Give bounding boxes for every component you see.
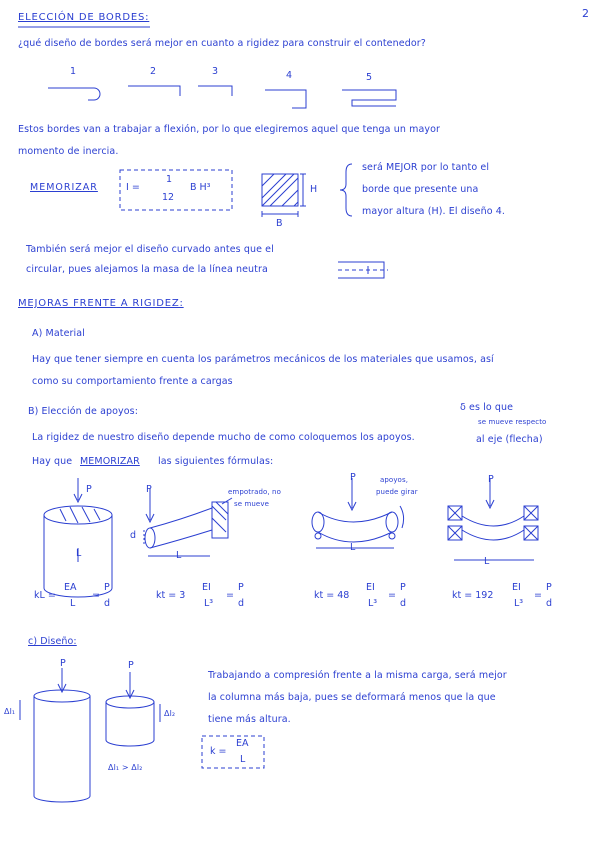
diseno-line-2: la columna más baja, pues se deformará menos que la que [208, 692, 496, 703]
apoyos-line-2-b: las siguientes fórmulas: [158, 456, 274, 467]
fig4-load: P [488, 474, 494, 485]
k-lhs: k = [210, 746, 227, 757]
k2-p: P [238, 582, 244, 593]
fig2-load: P [146, 484, 152, 495]
border-profile-5 [342, 90, 396, 106]
fig2-deflection: d [130, 530, 137, 541]
delta-l1: Δl₁ [4, 707, 16, 716]
k3-eq: = [388, 590, 396, 601]
inertia-denominator: 12 [162, 192, 175, 203]
inertia-numerator: 1 [166, 174, 173, 185]
k3-den: L³ [368, 598, 378, 609]
k4-eq: = [534, 590, 542, 601]
diseno-line-1: Trabajando a compresión frente a la misma carga, será mejor [208, 670, 507, 681]
hatched-section [262, 174, 306, 217]
material-line-1: Hay que tener siempre en cuenta los parámetros mecánicos de los materiales que usamos, así [32, 354, 494, 365]
border-number-3: 3 [212, 66, 219, 77]
fig-tall-column [20, 668, 90, 802]
k-den: L [240, 754, 246, 765]
k1-num: EA [64, 582, 77, 593]
k-num: EA [236, 738, 249, 749]
k4-p: P [546, 582, 552, 593]
apoyos-line-2-a: Hay que [32, 456, 73, 467]
k2-d: d [238, 598, 245, 609]
border-profile-2 [128, 86, 180, 96]
k4-lhs: kt = 192 [452, 590, 494, 601]
fig3-length: L [350, 542, 356, 553]
tall-column-load: P [60, 658, 66, 669]
delta-note-1: δ es lo que [460, 402, 514, 413]
border-number-1: 1 [70, 66, 77, 77]
delta-l2: Δl₂ [164, 709, 176, 718]
delta-compare: Δl₁ > Δl₂ [108, 763, 143, 772]
k3-p: P [400, 582, 406, 593]
k1-den: L [70, 598, 76, 609]
section-title-mejoras: MEJORAS FRENTE A RIGIDEZ: [18, 298, 184, 309]
inertia-rest: B H³ [190, 182, 211, 193]
diseno-line-3: tiene más altura. [208, 714, 291, 725]
note-line-3: mayor altura (H). El diseño 4. [362, 206, 506, 217]
border-profile-4 [265, 90, 306, 108]
note-line-2: borde que presente una [362, 184, 479, 195]
border-profile-1 [48, 88, 100, 100]
neutral-line-sketch [338, 262, 388, 278]
border-profile-3 [198, 86, 232, 96]
fig3-note-1: apoyos, [380, 476, 409, 484]
explanation-line-2: momento de inercia. [18, 146, 119, 157]
note-line-1: será MEJOR por lo tanto el [362, 162, 490, 173]
apoyos-title: B) Elección de apoyos: [28, 406, 139, 417]
border-number-4: 4 [286, 70, 293, 81]
fig2-length: L [176, 550, 182, 561]
extra-line-1: También será mejor el diseño curvado antes que el [26, 244, 274, 255]
apoyos-memorizar: MEMORIZAR [80, 456, 140, 467]
fig-cylinder [44, 478, 112, 597]
k1-lhs: kL = [34, 590, 56, 601]
k2-den: L³ [204, 598, 214, 609]
material-title: A) Material [32, 328, 85, 339]
fig-fixed-fixed [448, 478, 538, 560]
memorizar-label: MEMORIZAR [30, 182, 98, 193]
inertia-lhs: I = [126, 182, 140, 193]
section-title-bordes: ELECCIÓN DE BORDES: [18, 12, 150, 23]
delta-note-3: al eje (flecha) [476, 434, 543, 445]
fig2-note-1: empotrado, no [228, 488, 281, 496]
fig1-length: L [76, 548, 82, 559]
fig3-load: P [350, 472, 356, 483]
fig4-length: L [484, 556, 490, 567]
k4-num: EI [512, 582, 521, 593]
question-text: ¿qué diseño de bordes será mejor en cuanto a rigidez para construir el contenedor? [18, 38, 426, 49]
delta-note-2: se mueve respecto [478, 418, 547, 426]
k1-d: d [104, 598, 111, 609]
k4-den: L³ [514, 598, 524, 609]
short-column-load: P [128, 660, 134, 671]
dimension-h: H [310, 184, 318, 195]
page-number: 2 [582, 7, 590, 20]
fig-cantilever [144, 488, 232, 556]
extra-line-2: circular, pues alejamos la masa de la línea neutra [26, 264, 268, 275]
explanation-line-1: Estos bordes van a trabajar a flexión, por lo que elegiremos aquel que tenga un mayor [18, 124, 440, 135]
material-line-2: como su comportamiento frente a cargas [32, 376, 233, 387]
k2-lhs: kt = 3 [156, 590, 186, 601]
border-number-5: 5 [366, 72, 373, 83]
k3-num: EI [366, 582, 375, 593]
k3-d: d [400, 598, 407, 609]
brace [340, 164, 352, 216]
fig1-load: P [86, 484, 92, 495]
fig3-note-2: puede girar [376, 488, 418, 496]
fig2-note-2: se mueve [234, 500, 269, 508]
k1-eq: = [92, 590, 100, 601]
apoyos-line-1: La rigidez de nuestro diseño depende mucho de como coloquemos los apoyos. [32, 432, 415, 443]
fig-short-column [106, 672, 160, 746]
k2-num: EI [202, 582, 211, 593]
dimension-b: B [276, 218, 283, 229]
k3-lhs: kt = 48 [314, 590, 350, 601]
k2-eq: = [226, 590, 234, 601]
k1-p: P [104, 582, 110, 593]
border-number-2: 2 [150, 66, 157, 77]
k4-d: d [546, 598, 553, 609]
diseno-title: c) Diseño: [28, 636, 77, 647]
